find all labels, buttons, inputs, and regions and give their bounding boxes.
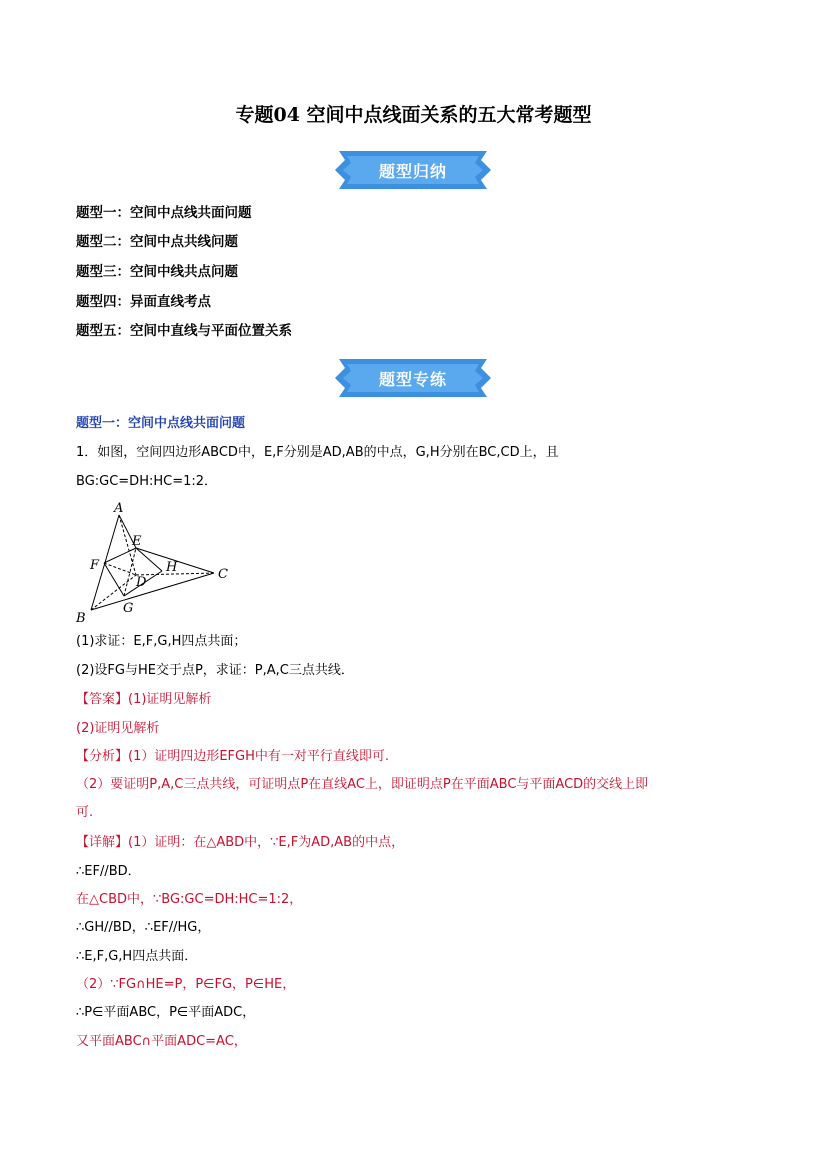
vertex-label-c: C	[218, 567, 228, 582]
banner-label: 题型专练	[378, 370, 447, 389]
category-item: 题型五：空间中直线与平面位置关系	[76, 323, 292, 339]
question-1: (1)求证：E,F,G,H四点共面；	[76, 634, 247, 649]
tetrahedron-figure	[74, 500, 244, 629]
vertex-label-h: H	[166, 560, 178, 575]
document-title: 专题04 空间中点线面关系的五大常考题型	[235, 104, 592, 126]
detail-text: 【详解】(1）证明：在△ABD中，∵E,F为AD,AB的中点，	[76, 835, 405, 850]
category-item: 题型四：异面直线考点	[76, 294, 211, 310]
answer-text: (2)证明见解析	[76, 721, 160, 736]
category-item: 题型三：空间中线共点问题	[76, 264, 238, 280]
analysis-text: 【分析】(1）证明四边形EFGH中有一对平行直线即可.	[76, 749, 390, 764]
category-item: 题型二：空间中点共线问题	[76, 234, 238, 250]
category-item: 题型一：空间中点线共面问题	[76, 205, 252, 221]
problem-statement: 1．如图，空间四边形ABCD中，E,F分别是AD,AB的中点，G,H分别在BC,CD上，且	[76, 445, 559, 460]
vertex-label-f: F	[90, 558, 100, 573]
detail-text: ∴GH//BD，∴EF//HG，	[76, 920, 211, 935]
detail-text: 又平面ABC∩平面ADC=AC，	[76, 1034, 247, 1049]
vertex-label-b: B	[76, 611, 86, 625]
detail-text: ∴EF//BD．	[76, 864, 141, 879]
analysis-text: （2）要证明P,A,C三点共线，可证明点P在直线AC上，即证明点P在平面ABC与平面ACD的交线上即	[76, 777, 649, 792]
vertex-label-a: A	[114, 501, 124, 516]
vertex-label-g: G	[123, 601, 134, 616]
detail-text: ∴E,F,G,H四点共面．	[76, 949, 198, 964]
section-banner-practice	[333, 356, 493, 400]
banner-label: 题型归纳	[378, 162, 447, 181]
answer-label: 【答案】(1)证明见解析	[76, 692, 212, 707]
vertex-label-d: D	[136, 575, 147, 590]
problem-statement: BG:GC=DH:HC=1:2．	[76, 474, 218, 489]
detail-text: ∴P∈平面ABC，P∈平面ADC，	[76, 1005, 256, 1020]
question-2: (2)设FG与HE交于点P，求证：P,A,C三点共线．	[76, 663, 354, 678]
detail-text: 在△CBD中，∵BG:GC=DH:HC=1:2，	[76, 892, 303, 907]
section-banner-summary	[333, 148, 493, 192]
geometry-diagram	[74, 500, 244, 625]
analysis-text: 可.	[76, 805, 94, 820]
section-heading: 题型一：空间中点线共面问题	[76, 416, 246, 431]
vertex-label-e: E	[132, 534, 142, 549]
detail-text: （2）∵FG∩HE=P，P∈FG，P∈HE，	[76, 977, 296, 992]
